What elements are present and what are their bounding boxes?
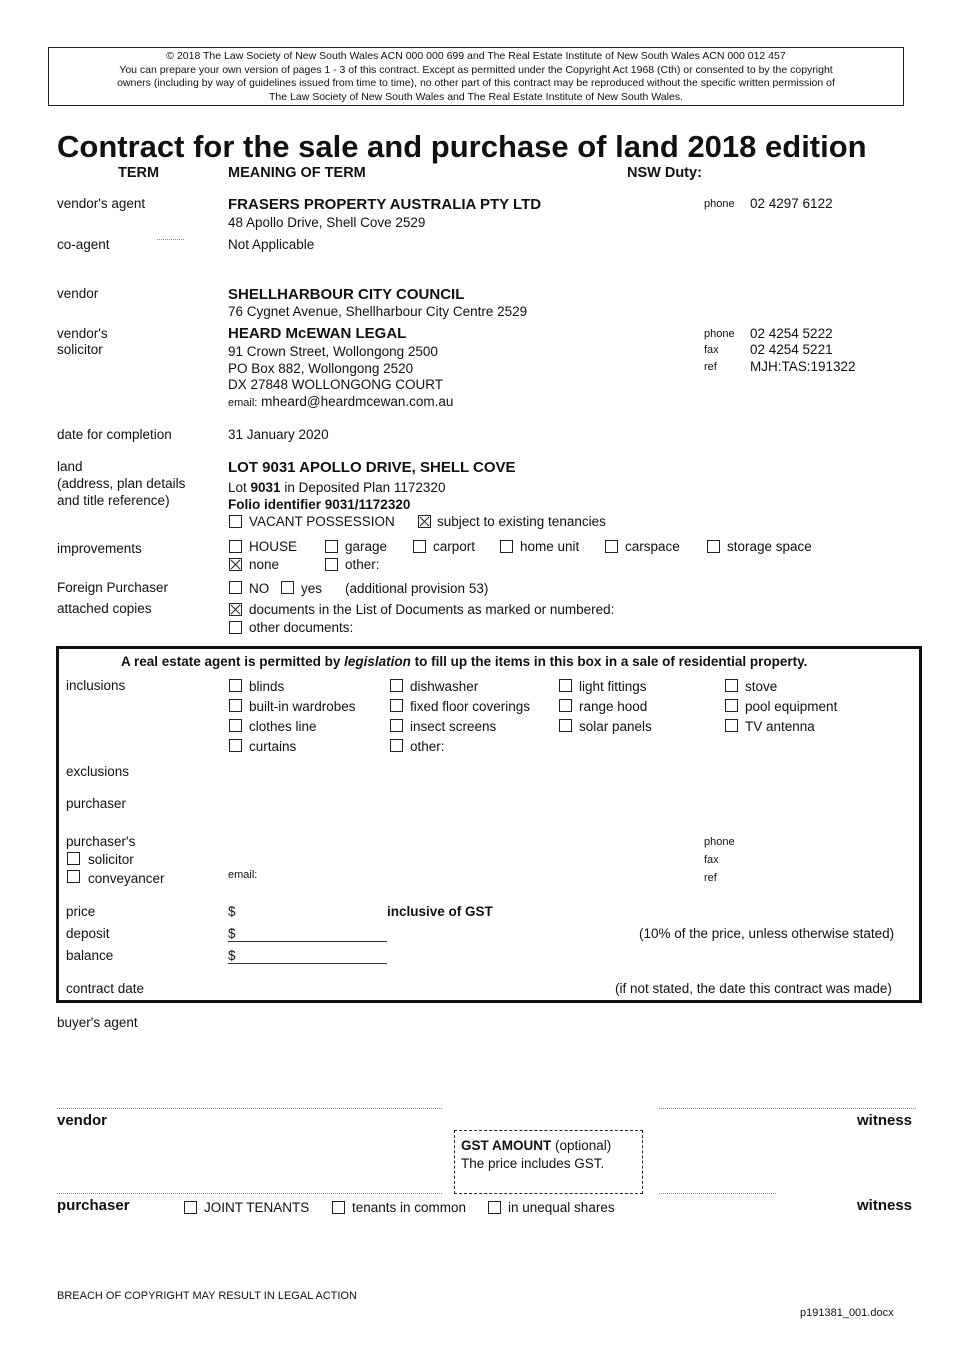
foreign-purchaser-label: Foreign Purchaser xyxy=(57,580,169,595)
deposit-dollar: $ xyxy=(228,926,236,941)
tv-antenna-checkbox[interactable] xyxy=(725,719,738,732)
existing-tenancies-label: subject to existing tenancies xyxy=(437,514,606,529)
other-inclusion-checkbox[interactable] xyxy=(390,739,403,752)
vendor-signature-label: vendor xyxy=(57,1112,108,1129)
range-hood-label: range hood xyxy=(579,699,648,714)
light-fittings-checkbox[interactable] xyxy=(559,679,572,692)
vendor-witness-label: witness xyxy=(857,1112,913,1129)
gst-title-line xyxy=(461,1137,636,1155)
exclusions-label: exclusions xyxy=(66,764,130,779)
vendors-solicitor-name: HEARD McEWAN LEGAL xyxy=(228,325,407,342)
agent-box-heading xyxy=(121,654,807,669)
vendors-solicitor-email xyxy=(228,394,453,409)
deposit-underline xyxy=(228,941,387,942)
carspace-checkbox[interactable] xyxy=(605,540,618,553)
conveyancer-label: conveyancer xyxy=(88,871,165,886)
joint-tenants-label: JOINT TENANTS xyxy=(204,1200,310,1215)
vendors-solicitor-address-1: 91 Crown Street, Wollongong 2500 xyxy=(228,344,438,359)
none-checkbox[interactable] xyxy=(229,558,242,571)
land-label-3: and title reference) xyxy=(57,493,170,508)
vendors-solicitor-address-3: DX 27848 WOLLONGONG COURT xyxy=(228,377,444,392)
lot-number: 9031 xyxy=(250,480,281,495)
carport-checkbox[interactable] xyxy=(413,540,426,553)
copyright-line-2: You can prepare your own version of pages 1 - 3 of this contract. Except as permitted under the Copyright Act 1968 (Cth) or consented to by the copyright xyxy=(119,63,833,76)
balance-label: balance xyxy=(66,948,114,963)
wardrobes-checkbox[interactable] xyxy=(229,699,242,712)
vendors-agent-phone-label: phone xyxy=(704,198,735,210)
floor-coverings-label: fixed floor coverings xyxy=(410,699,531,714)
existing-tenancies-checkbox[interactable] xyxy=(418,515,431,528)
purchaser-label: purchaser xyxy=(66,796,127,811)
garage-label: garage xyxy=(345,539,388,554)
foreign-no-checkbox[interactable] xyxy=(229,581,242,594)
column-term: TERM xyxy=(118,165,160,181)
curtains-label: curtains xyxy=(249,739,297,754)
deposit-note: (10% of the price, unless otherwise stated) xyxy=(639,926,895,941)
pool-equipment-label: pool equipment xyxy=(745,699,838,714)
heading-em: legislation xyxy=(344,654,411,669)
documents-list-label: documents in the List of Documents as marked or numbered: xyxy=(249,602,615,617)
heading-pre: A real estate agent is permitted by xyxy=(121,654,345,669)
vendors-agent-address: 48 Apollo Drive, Shell Cove 2529 xyxy=(228,215,426,230)
email-value: mheard@heardmcewan.com.au xyxy=(261,394,454,409)
vendors-solicitor-ref: MJH:TAS:191322 xyxy=(750,359,856,374)
gst-title: GST AMOUNT xyxy=(461,1138,552,1153)
curtains-checkbox[interactable] xyxy=(229,739,242,752)
contract-date-note: (if not stated, the date this contract was made) xyxy=(615,981,892,996)
vendors-solicitor-phone-label: phone xyxy=(704,328,735,340)
balance-dollar: $ xyxy=(228,948,236,963)
stove-label: stove xyxy=(745,679,778,694)
completion-value: 31 January 2020 xyxy=(228,427,329,442)
land-label-2: (address, plan details xyxy=(57,476,186,491)
other-documents-checkbox[interactable] xyxy=(229,621,242,634)
vendor-signature-line[interactable] xyxy=(57,1108,442,1109)
solicitor-label: solicitor xyxy=(88,852,134,867)
foreign-yes-checkbox[interactable] xyxy=(281,581,294,594)
contract-date-label: contract date xyxy=(66,981,145,996)
vendors-solicitor-ref-label: ref xyxy=(704,361,717,373)
vendor-witness-line[interactable] xyxy=(659,1108,916,1109)
vendors-solicitor-label-1: vendor's xyxy=(57,326,108,341)
purchaser-witness-line[interactable] xyxy=(659,1193,776,1194)
co-agent-label: co-agent xyxy=(57,237,110,252)
other-improvement-checkbox[interactable] xyxy=(325,558,338,571)
land-folio: Folio identifier 9031/1172320 xyxy=(228,497,411,512)
foreign-yes-label: yes xyxy=(301,581,323,596)
solar-panels-checkbox[interactable] xyxy=(559,719,572,732)
blinds-checkbox[interactable] xyxy=(229,679,242,692)
carspace-label: carspace xyxy=(625,539,680,554)
house-label: HOUSE xyxy=(249,539,298,554)
land-label-1: land xyxy=(57,459,83,474)
pool-equipment-checkbox[interactable] xyxy=(725,699,738,712)
tv-antenna-label: TV antenna xyxy=(745,719,815,734)
light-fittings-label: light fittings xyxy=(579,679,647,694)
document-reference: p191381_001.docx xyxy=(800,1307,894,1319)
floor-coverings-checkbox[interactable] xyxy=(390,699,403,712)
house-checkbox[interactable] xyxy=(229,540,242,553)
wardrobes-label: built-in wardrobes xyxy=(249,699,356,714)
garage-checkbox[interactable] xyxy=(325,540,338,553)
vendors-solicitor-address-2: PO Box 882, Wollongong 2520 xyxy=(228,361,414,376)
other-documents-label: other documents: xyxy=(249,620,354,635)
purchaser-signature-label: purchaser xyxy=(57,1197,130,1214)
dishwasher-label: dishwasher xyxy=(410,679,479,694)
gst-text: The price includes GST. xyxy=(461,1156,605,1171)
purchaser-email-label: email: xyxy=(228,869,258,881)
foreign-note: (additional provision 53) xyxy=(345,581,489,596)
range-hood-checkbox[interactable] xyxy=(559,699,572,712)
completion-label: date for completion xyxy=(57,427,172,442)
co-agent-dots xyxy=(157,239,184,240)
heading-post: to fill up the items in this box in a sale of residential property. xyxy=(410,654,808,669)
vendors-agent-label: vendor's agent xyxy=(57,196,146,211)
carport-label: carport xyxy=(433,539,476,554)
inclusive-gst: inclusive of GST xyxy=(387,904,493,919)
stove-checkbox[interactable] xyxy=(725,679,738,692)
lot-prefix: Lot xyxy=(228,480,251,495)
purchaser-ref-label: ref xyxy=(704,872,717,884)
vendor-address: 76 Cygnet Avenue, Shellharbour City Centre 2529 xyxy=(228,304,528,319)
purchasers-label: purchaser's xyxy=(66,834,136,849)
copyright-notice xyxy=(48,47,904,106)
unequal-shares-label: in unequal shares xyxy=(508,1200,615,1215)
deposit-label: deposit xyxy=(66,926,110,941)
home-unit-label: home unit xyxy=(520,539,580,554)
copyright-line-4: The Law Society of New South Wales and The Real Estate Institute of New South Wales. xyxy=(269,90,683,103)
price-label: price xyxy=(66,904,96,919)
land-address: LOT 9031 APOLLO DRIVE, SHELL COVE xyxy=(228,459,516,476)
none-label: none xyxy=(249,557,280,572)
buyers-agent-label: buyer's agent xyxy=(57,1015,138,1030)
clothesline-label: clothes line xyxy=(249,719,317,734)
other-inclusion-label: other: xyxy=(410,739,445,754)
solicitor-checkbox[interactable] xyxy=(67,852,80,865)
gst-amount-box xyxy=(454,1130,643,1194)
co-agent-value: Not Applicable xyxy=(228,237,315,252)
improvements-label: improvements xyxy=(57,541,142,556)
column-meaning: MEANING OF TERM xyxy=(228,165,366,181)
attached-copies-label: attached copies xyxy=(57,601,152,616)
storage-space-checkbox[interactable] xyxy=(707,540,720,553)
purchaser-fax-label: fax xyxy=(704,854,719,866)
conveyancer-checkbox[interactable] xyxy=(67,870,80,883)
tenants-common-checkbox[interactable] xyxy=(332,1201,345,1214)
insect-screens-checkbox[interactable] xyxy=(390,719,403,732)
copyright-line-1: © 2018 The Law Society of New South Wales ACN 000 000 699 and The Real Estate Institute of New South Wales ACN 000 012 457 xyxy=(166,50,786,62)
gst-optional: (optional) xyxy=(551,1138,612,1153)
foreign-no-label: NO xyxy=(249,581,270,596)
vacant-possession-label: VACANT POSSESSION xyxy=(249,514,395,529)
joint-tenants-checkbox[interactable] xyxy=(184,1201,197,1214)
vendors-agent-name: FRASERS PROPERTY AUSTRALIA PTY LTD xyxy=(228,196,542,213)
vendors-agent-phone: 02 4297 6122 xyxy=(750,196,833,211)
purchaser-phone-label: phone xyxy=(704,836,735,848)
column-duty: NSW Duty: xyxy=(627,165,702,181)
purchaser-witness-label: witness xyxy=(857,1197,913,1214)
page-title: Contract for the sale and purchase of land 2018 edition xyxy=(57,129,867,164)
documents-list-checkbox[interactable] xyxy=(229,603,242,616)
storage-space-label: storage space xyxy=(727,539,812,554)
email-label: email: xyxy=(228,397,258,409)
lot-plan: in Deposited Plan 1172320 xyxy=(280,480,446,495)
price-dollar: $ xyxy=(228,904,236,919)
copyright-line-3: owners (including by way of guidelines issued from time to time), no other part of this contract may be reproduced without the specific written permission of xyxy=(117,77,835,89)
purchaser-signature-line[interactable] xyxy=(57,1193,442,1194)
vendors-solicitor-label-2: solicitor xyxy=(57,342,103,357)
inclusions-label: inclusions xyxy=(66,678,126,693)
vendor-label: vendor xyxy=(57,286,99,301)
unequal-shares-checkbox[interactable] xyxy=(488,1201,501,1214)
vendors-solicitor-fax-label: fax xyxy=(704,344,719,356)
home-unit-checkbox[interactable] xyxy=(500,540,513,553)
vacant-possession-checkbox[interactable] xyxy=(229,515,242,528)
other-improvement-label: other: xyxy=(345,557,380,572)
breach-notice: BREACH OF COPYRIGHT MAY RESULT IN LEGAL ACTION xyxy=(57,1290,357,1302)
tenants-common-label: tenants in common xyxy=(352,1200,467,1215)
insect-screens-label: insect screens xyxy=(410,719,497,734)
vendors-solicitor-phone: 02 4254 5222 xyxy=(750,326,833,341)
vendor-name: SHELLHARBOUR CITY COUNCIL xyxy=(228,286,465,303)
land-lot-line xyxy=(228,480,445,495)
solar-panels-label: solar panels xyxy=(579,719,652,734)
vendors-solicitor-fax: 02 4254 5221 xyxy=(750,342,833,357)
dishwasher-checkbox[interactable] xyxy=(390,679,403,692)
blinds-label: blinds xyxy=(249,679,285,694)
balance-underline xyxy=(228,963,387,964)
clothesline-checkbox[interactable] xyxy=(229,719,242,732)
